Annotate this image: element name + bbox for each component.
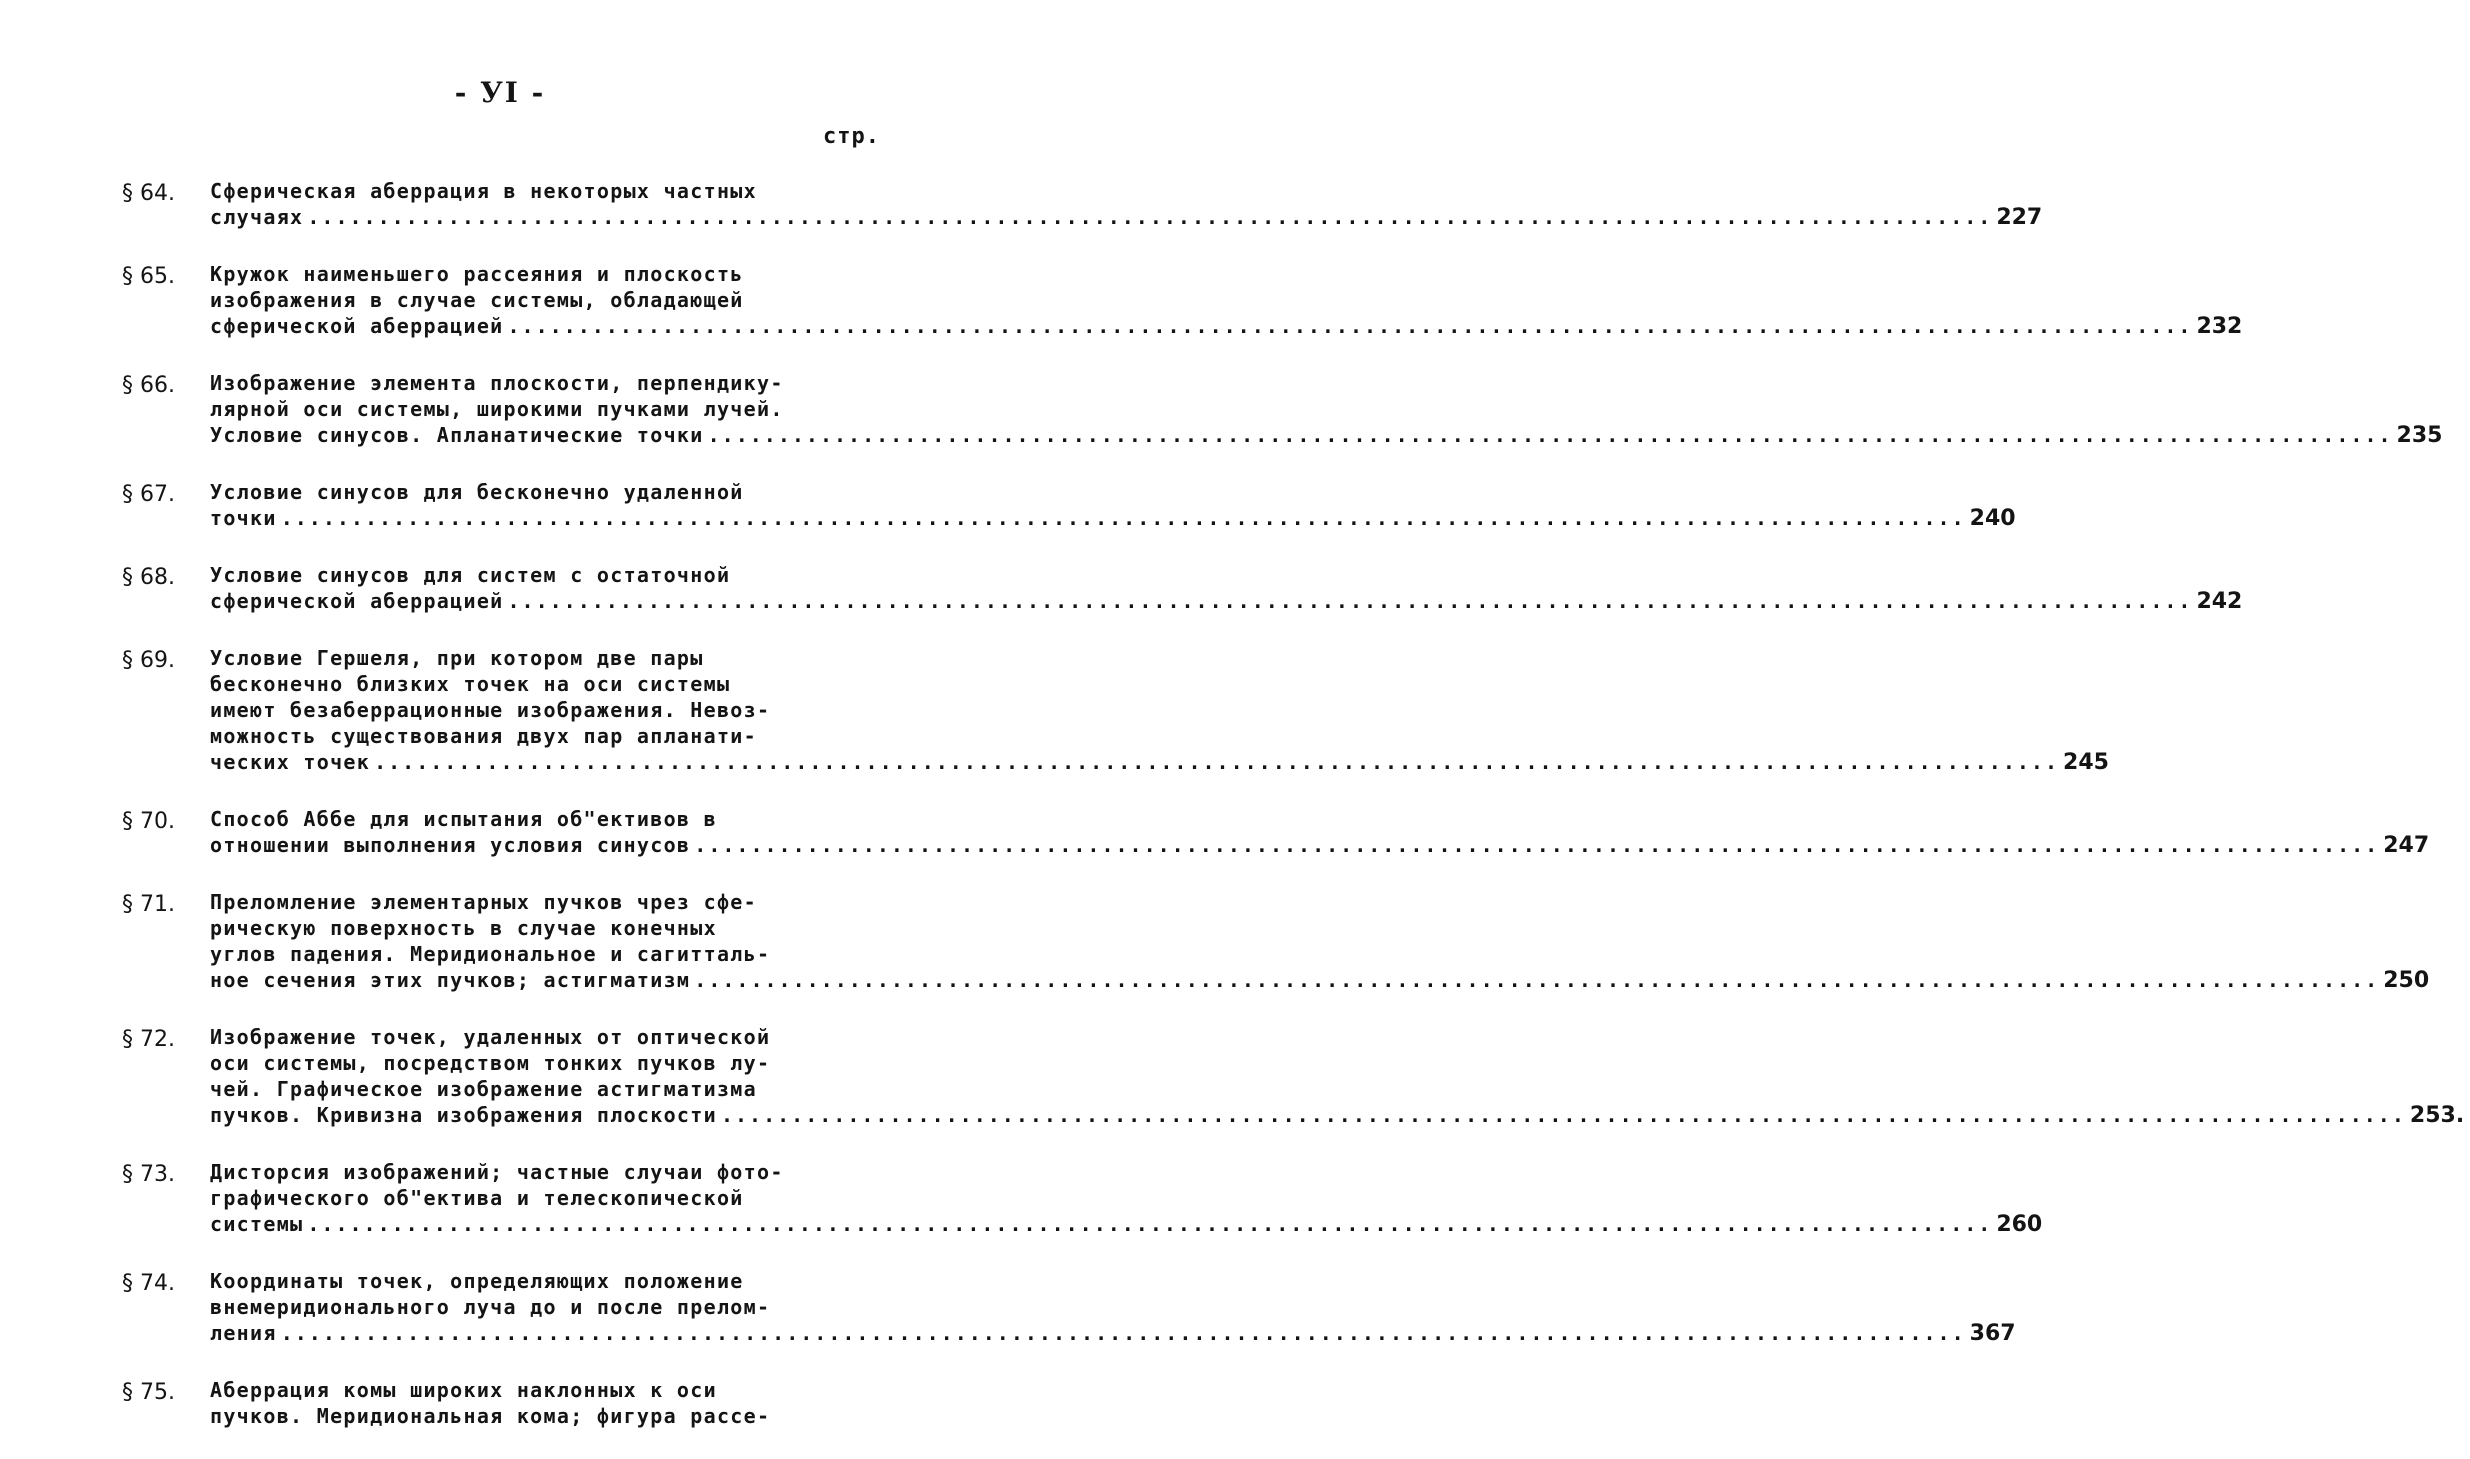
title-line: сферической аберрацией: [210, 314, 504, 338]
title-last-line: [210, 422, 2457, 449]
toc-entry: [122, 370, 2443, 449]
title-last-line: [210, 204, 2056, 231]
section-title: [210, 806, 2443, 859]
title-last-line: [210, 1102, 2470, 1129]
section-title: [210, 645, 2123, 776]
title-line: Изображение точек, удаленных от оптической: [210, 1025, 771, 1049]
dot-leader: ........................................................................................................................: [720, 1103, 2406, 1127]
title-line: Кружок наименьшего рассеяния и плоскость: [210, 262, 744, 286]
title-last-line: [210, 967, 2443, 994]
page-column-header: стр.: [823, 124, 880, 149]
section-title: [210, 479, 2030, 532]
dot-leader: ........................................................................................................................: [507, 589, 2193, 613]
dot-leader: ........................................................................................................................: [707, 423, 2393, 447]
title-line: сферической аберрацией: [210, 589, 504, 613]
section-title: [210, 889, 2443, 994]
title-last-line: [210, 313, 2256, 340]
toc-entry: [122, 1159, 2043, 1238]
title-line: углов падения. Меридиональное и сагитталь-: [210, 942, 771, 966]
section-number: § 67.: [122, 482, 175, 507]
section-number: § 64.: [122, 181, 175, 206]
title-line: графического об"ектива и телескопической: [210, 1186, 744, 1210]
title-line: бесконечно близких точек на оси системы: [210, 672, 731, 696]
title-line: Координаты точек, определяющих положение: [210, 1269, 744, 1293]
section-title: [210, 261, 2256, 340]
title-line: Условие Гершеля, при котором две пары: [210, 646, 704, 670]
toc-entry: [122, 645, 2109, 776]
section-number: § 66.: [122, 373, 175, 398]
dot-leader: ........................................................................................................................: [307, 1212, 1993, 1236]
title-line: случаях: [210, 205, 304, 229]
dot-leader: ........................................................................................................................: [694, 833, 2380, 857]
dot-leader: ........................................................................................................................: [694, 968, 2380, 992]
section-number: § 73.: [122, 1162, 175, 1187]
toc-entry: [122, 479, 2016, 532]
title-line: системы: [210, 1212, 304, 1236]
page-reference: 240: [1969, 506, 2016, 531]
title-line: имеют безаберрационные изображения. Невоз-: [210, 698, 771, 722]
title-last-line: [210, 1211, 2056, 1238]
title-line: чей. Графическое изображение астигматизма: [210, 1077, 757, 1101]
section-number: § 65.: [122, 264, 175, 289]
title-line: оси системы, посредством тонких пучков лу-: [210, 1051, 771, 1075]
title-line: Условие синусов для систем с остаточной: [210, 563, 731, 587]
section-number: § 68.: [122, 565, 175, 590]
page-reference: 253.: [2409, 1103, 2465, 1128]
title-line: Условие синусов для бесконечно удаленной: [210, 480, 744, 504]
page-reference: 235: [2396, 423, 2443, 448]
title-line: рическую поверхность в случае конечных: [210, 916, 717, 940]
title-last-line: [210, 588, 2256, 615]
toc-entry: [122, 1268, 2016, 1347]
table-of-contents: [122, 178, 2465, 1459]
page-reference: 245: [2063, 750, 2109, 775]
page-reference: 367: [1969, 1321, 2016, 1346]
section-title: [210, 178, 2056, 231]
title-line: пучков. Меридиональная кома; фигура рассе-: [210, 1404, 771, 1428]
title-line: Преломление элементарных пучков чрез сфе-: [210, 890, 757, 914]
dot-leader: ........................................................................................................................: [307, 205, 1993, 229]
section-number: § 75.: [122, 1380, 175, 1405]
title-last-line: [210, 1320, 2030, 1347]
title-line: изображения в случае системы, обладающей: [210, 288, 744, 312]
section-title: [210, 370, 2457, 449]
toc-entry: [122, 261, 2243, 340]
section-title: [210, 562, 2256, 615]
title-line: Способ Аббе для испытания об"ективов в: [210, 807, 717, 831]
section-number: § 74.: [122, 1271, 175, 1296]
title-last-line: [210, 832, 2443, 859]
dot-leader: ........................................................................................................................: [280, 1321, 1966, 1345]
toc-entry: [122, 178, 2043, 231]
title-line: отношении выполнения условия синусов: [210, 833, 691, 857]
title-line: можность существования двух пар апланати-: [210, 724, 757, 748]
section-number: § 70.: [122, 809, 175, 834]
section-title: [210, 1268, 2030, 1347]
title-line: пучков. Кривизна изображения плоскости: [210, 1103, 717, 1127]
page-reference: 227: [1996, 205, 2043, 230]
page-reference: 242: [2196, 589, 2243, 614]
toc-entry: [122, 1024, 2465, 1129]
title-line: лярной оси системы, широкими пучками лучей.: [210, 397, 784, 421]
page-number: - УI -: [454, 76, 546, 109]
section-title: [210, 1377, 882, 1429]
section-number: § 69.: [122, 648, 175, 673]
toc-entry: [122, 806, 2430, 859]
dot-leader: ........................................................................................................................: [507, 314, 2193, 338]
section-number: § 72.: [122, 1027, 175, 1052]
toc-entry: [122, 1377, 882, 1429]
title-last-line: [210, 749, 2123, 776]
page-reference: 232: [2196, 314, 2243, 339]
title-line: ческих точек: [210, 750, 371, 774]
page-reference: 250: [2383, 968, 2430, 993]
page-reference: 260: [1996, 1212, 2043, 1237]
title-last-line: [210, 505, 2030, 532]
page-reference: 247: [2383, 833, 2430, 858]
title-line: Аберрация комы широких наклонных к оси: [210, 1378, 717, 1402]
title-line: Сферическая аберрация в некоторых частных: [210, 179, 757, 203]
title-line: Условие синусов. Апланатические точки: [210, 423, 704, 447]
section-title: [210, 1159, 2056, 1238]
toc-entry: [122, 562, 2243, 615]
dot-leader: ........................................................................................................................: [280, 506, 1966, 530]
title-line: ное сечения этих пучков; астигматизм: [210, 968, 691, 992]
title-line: Дисторсия изображений; частные случаи фото-: [210, 1160, 784, 1184]
title-line: внемеридионального луча до и после прелом-: [210, 1295, 771, 1319]
dot-leader: ........................................................................................................................: [374, 750, 2060, 774]
section-title: [210, 1024, 2470, 1129]
title-line: Изображение элемента плоскости, перпендику-: [210, 371, 784, 395]
title-line: ления: [210, 1321, 277, 1345]
toc-entry: [122, 889, 2430, 994]
section-number: § 71.: [122, 892, 175, 917]
title-line: точки: [210, 506, 277, 530]
